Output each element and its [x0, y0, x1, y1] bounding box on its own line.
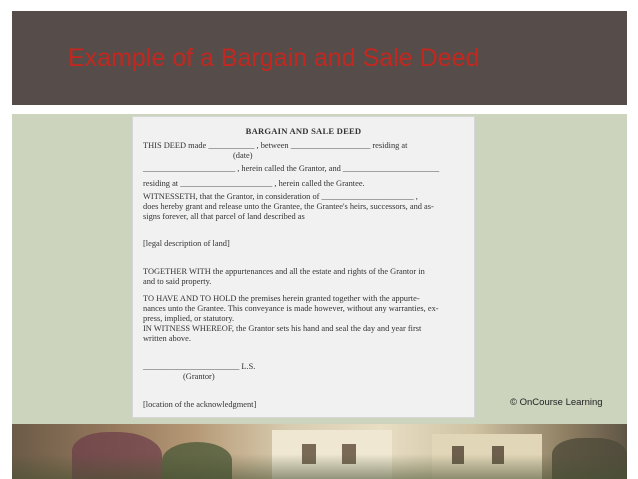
deed-line: (Grantor) [183, 372, 215, 381]
garden-foreground [12, 454, 627, 479]
deed-line: nances unto the Grantee. This conveyance is made however, without any warranties, ex- [143, 304, 439, 313]
deed-line: press, implied, or statutory. [143, 314, 235, 323]
deed-line: TO HAVE AND TO HOLD the premises herein granted together with the appurte- [143, 294, 420, 303]
deed-line: _______________________ L.S. [143, 362, 256, 371]
deed-line: TOGETHER WITH the appurtenances and all the estate and rights of the Grantor in [143, 267, 425, 276]
deed-line: residing at ______________________ , herein called the Grantee. [143, 179, 365, 188]
house-photo-strip [12, 424, 627, 479]
deed-document [132, 116, 475, 418]
deed-heading: BARGAIN AND SALE DEED [245, 126, 362, 136]
deed-line: THIS DEED made ___________ , between ___________________ residing at [143, 141, 408, 150]
deed-line: signs forever, all that parcel of land described as [143, 212, 305, 221]
deed-line: does hereby grant and release unto the Grantee, the Grantee's heirs, successors, and as- [143, 202, 434, 211]
deed-line: written above. [143, 334, 191, 343]
deed-line: IN WITNESS WHEREOF, the Grantor sets his hand and seal the day and year first [143, 324, 422, 333]
copyright-notice: © OnCourse Learning [510, 397, 603, 408]
deed-line: and to said property. [143, 277, 212, 286]
deed-line: (date) [233, 151, 253, 160]
slide-title: Example of a Bargain and Sale Deed [68, 44, 480, 72]
deed-line: [location of the acknowledgment] [143, 400, 257, 409]
deed-line: [legal description of land] [143, 239, 230, 248]
deed-line: ______________________ , herein called the Grantor, and _______________________ [143, 164, 440, 173]
deed-line: WITNESSETH, that the Grantor, in consideration of ______________________ , [143, 192, 418, 201]
